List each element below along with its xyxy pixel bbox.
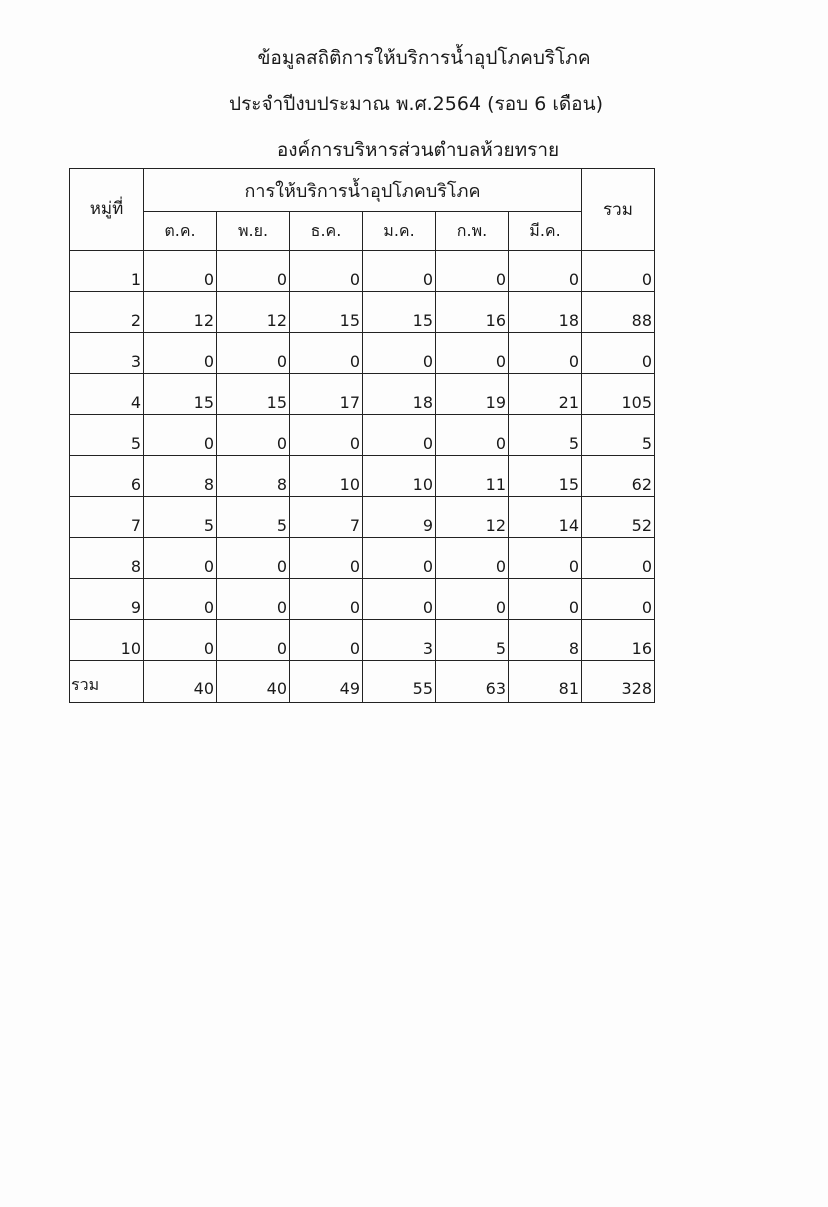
month-value-cell: 0 <box>509 579 582 620</box>
table-row <box>70 456 655 497</box>
month-value-cell: 0 <box>290 579 363 620</box>
month-value-cell: 8 <box>144 456 217 497</box>
row-total-cell: 52 <box>582 497 655 538</box>
month-value-cell: 8 <box>509 620 582 661</box>
month-value-cell: 18 <box>363 374 436 415</box>
row-total-cell: 16 <box>582 620 655 661</box>
row-total-cell: 88 <box>582 292 655 333</box>
summary-cell: 40 <box>217 661 290 703</box>
month-value-cell: 0 <box>509 251 582 292</box>
month-value-cell: 12 <box>217 292 290 333</box>
document-subtitle-fiscal-year: ประจำปีงบประมาณ พ.ศ.2564 (รอบ 6 เดือน) <box>229 93 603 115</box>
table-row <box>70 579 655 620</box>
month-value-cell: 10 <box>363 456 436 497</box>
table-header-row <box>70 169 655 212</box>
month-value-cell: 0 <box>436 333 509 374</box>
month-header-nov: พ.ย. <box>217 212 290 251</box>
table-row <box>70 333 655 374</box>
month-value-cell: 5 <box>436 620 509 661</box>
month-value-cell: 0 <box>144 333 217 374</box>
month-value-cell: 15 <box>144 374 217 415</box>
month-value-cell: 0 <box>290 415 363 456</box>
month-value-cell: 0 <box>290 251 363 292</box>
month-header-dec: ธ.ค. <box>290 212 363 251</box>
table-row <box>70 292 655 333</box>
water-service-stats-table <box>69 168 655 703</box>
month-value-cell: 10 <box>290 456 363 497</box>
month-value-cell: 0 <box>144 415 217 456</box>
month-value-cell: 0 <box>217 415 290 456</box>
month-value-cell: 15 <box>363 292 436 333</box>
summary-cell: 63 <box>436 661 509 703</box>
month-value-cell: 18 <box>509 292 582 333</box>
village-number-cell: 1 <box>70 251 144 292</box>
month-value-cell: 9 <box>363 497 436 538</box>
month-value-cell: 0 <box>217 251 290 292</box>
month-value-cell: 12 <box>144 292 217 333</box>
month-value-cell: 0 <box>217 620 290 661</box>
summary-cell: 55 <box>363 661 436 703</box>
month-value-cell: 0 <box>217 579 290 620</box>
month-value-cell: 15 <box>509 456 582 497</box>
table-body <box>70 251 655 703</box>
village-number-cell: 8 <box>70 538 144 579</box>
village-number-cell: 5 <box>70 415 144 456</box>
month-header-mar: มี.ค. <box>509 212 582 251</box>
month-value-cell: 0 <box>436 415 509 456</box>
month-value-cell: 0 <box>290 333 363 374</box>
month-value-cell: 0 <box>144 538 217 579</box>
month-value-cell: 0 <box>144 251 217 292</box>
row-total-cell: 0 <box>582 579 655 620</box>
document-subtitle-organization: องค์การบริหารส่วนตำบลห้วยทราย <box>276 139 560 161</box>
month-value-cell: 0 <box>363 538 436 579</box>
month-value-cell: 0 <box>509 333 582 374</box>
month-value-cell: 11 <box>436 456 509 497</box>
village-number-cell: 4 <box>70 374 144 415</box>
month-value-cell: 5 <box>144 497 217 538</box>
village-number-cell: 7 <box>70 497 144 538</box>
month-value-cell: 0 <box>217 538 290 579</box>
document-title: ข้อมูลสถิติการให้บริการน้ำอุปโภคบริโภค <box>257 47 591 69</box>
month-value-cell: 0 <box>144 579 217 620</box>
month-value-cell: 8 <box>217 456 290 497</box>
month-value-cell: 0 <box>436 579 509 620</box>
village-column-header: หมู่ที่ <box>70 169 144 251</box>
village-number-cell: 10 <box>70 620 144 661</box>
month-value-cell: 7 <box>290 497 363 538</box>
summary-label: รวม <box>70 661 144 703</box>
month-header-feb: ก.พ. <box>436 212 509 251</box>
month-value-cell: 19 <box>436 374 509 415</box>
row-total-cell: 62 <box>582 456 655 497</box>
table-row <box>70 415 655 456</box>
month-value-cell: 0 <box>363 333 436 374</box>
village-number-cell: 9 <box>70 579 144 620</box>
month-value-cell: 0 <box>144 620 217 661</box>
month-value-cell: 0 <box>290 620 363 661</box>
service-group-header: การให้บริการน้ำอุปโภคบริโภค <box>144 169 582 212</box>
table-row <box>70 497 655 538</box>
total-column-header: รวม <box>582 169 655 251</box>
month-value-cell: 12 <box>436 497 509 538</box>
summary-cell: 81 <box>509 661 582 703</box>
month-value-cell: 0 <box>363 415 436 456</box>
month-value-cell: 16 <box>436 292 509 333</box>
month-value-cell: 0 <box>290 538 363 579</box>
summary-grand-total: 328 <box>582 661 655 703</box>
village-number-cell: 6 <box>70 456 144 497</box>
month-value-cell: 3 <box>363 620 436 661</box>
summary-cell: 40 <box>144 661 217 703</box>
month-value-cell: 17 <box>290 374 363 415</box>
summary-cell: 49 <box>290 661 363 703</box>
month-value-cell: 15 <box>290 292 363 333</box>
month-value-cell: 21 <box>509 374 582 415</box>
row-total-cell: 5 <box>582 415 655 456</box>
month-value-cell: 0 <box>217 333 290 374</box>
row-total-cell: 0 <box>582 333 655 374</box>
table-row <box>70 251 655 292</box>
village-number-cell: 2 <box>70 292 144 333</box>
month-value-cell: 0 <box>436 251 509 292</box>
month-header-jan: ม.ค. <box>363 212 436 251</box>
month-header-row <box>70 212 655 251</box>
village-number-cell: 3 <box>70 333 144 374</box>
month-value-cell: 0 <box>363 251 436 292</box>
summary-row <box>70 661 655 703</box>
month-value-cell: 0 <box>436 538 509 579</box>
month-value-cell: 0 <box>363 579 436 620</box>
month-value-cell: 0 <box>509 538 582 579</box>
month-value-cell: 5 <box>509 415 582 456</box>
table-row <box>70 538 655 579</box>
row-total-cell: 105 <box>582 374 655 415</box>
month-value-cell: 15 <box>217 374 290 415</box>
table-row <box>70 620 655 661</box>
table-row <box>70 374 655 415</box>
month-header-oct: ต.ค. <box>144 212 217 251</box>
row-total-cell: 0 <box>582 538 655 579</box>
month-value-cell: 5 <box>217 497 290 538</box>
month-value-cell: 14 <box>509 497 582 538</box>
row-total-cell: 0 <box>582 251 655 292</box>
